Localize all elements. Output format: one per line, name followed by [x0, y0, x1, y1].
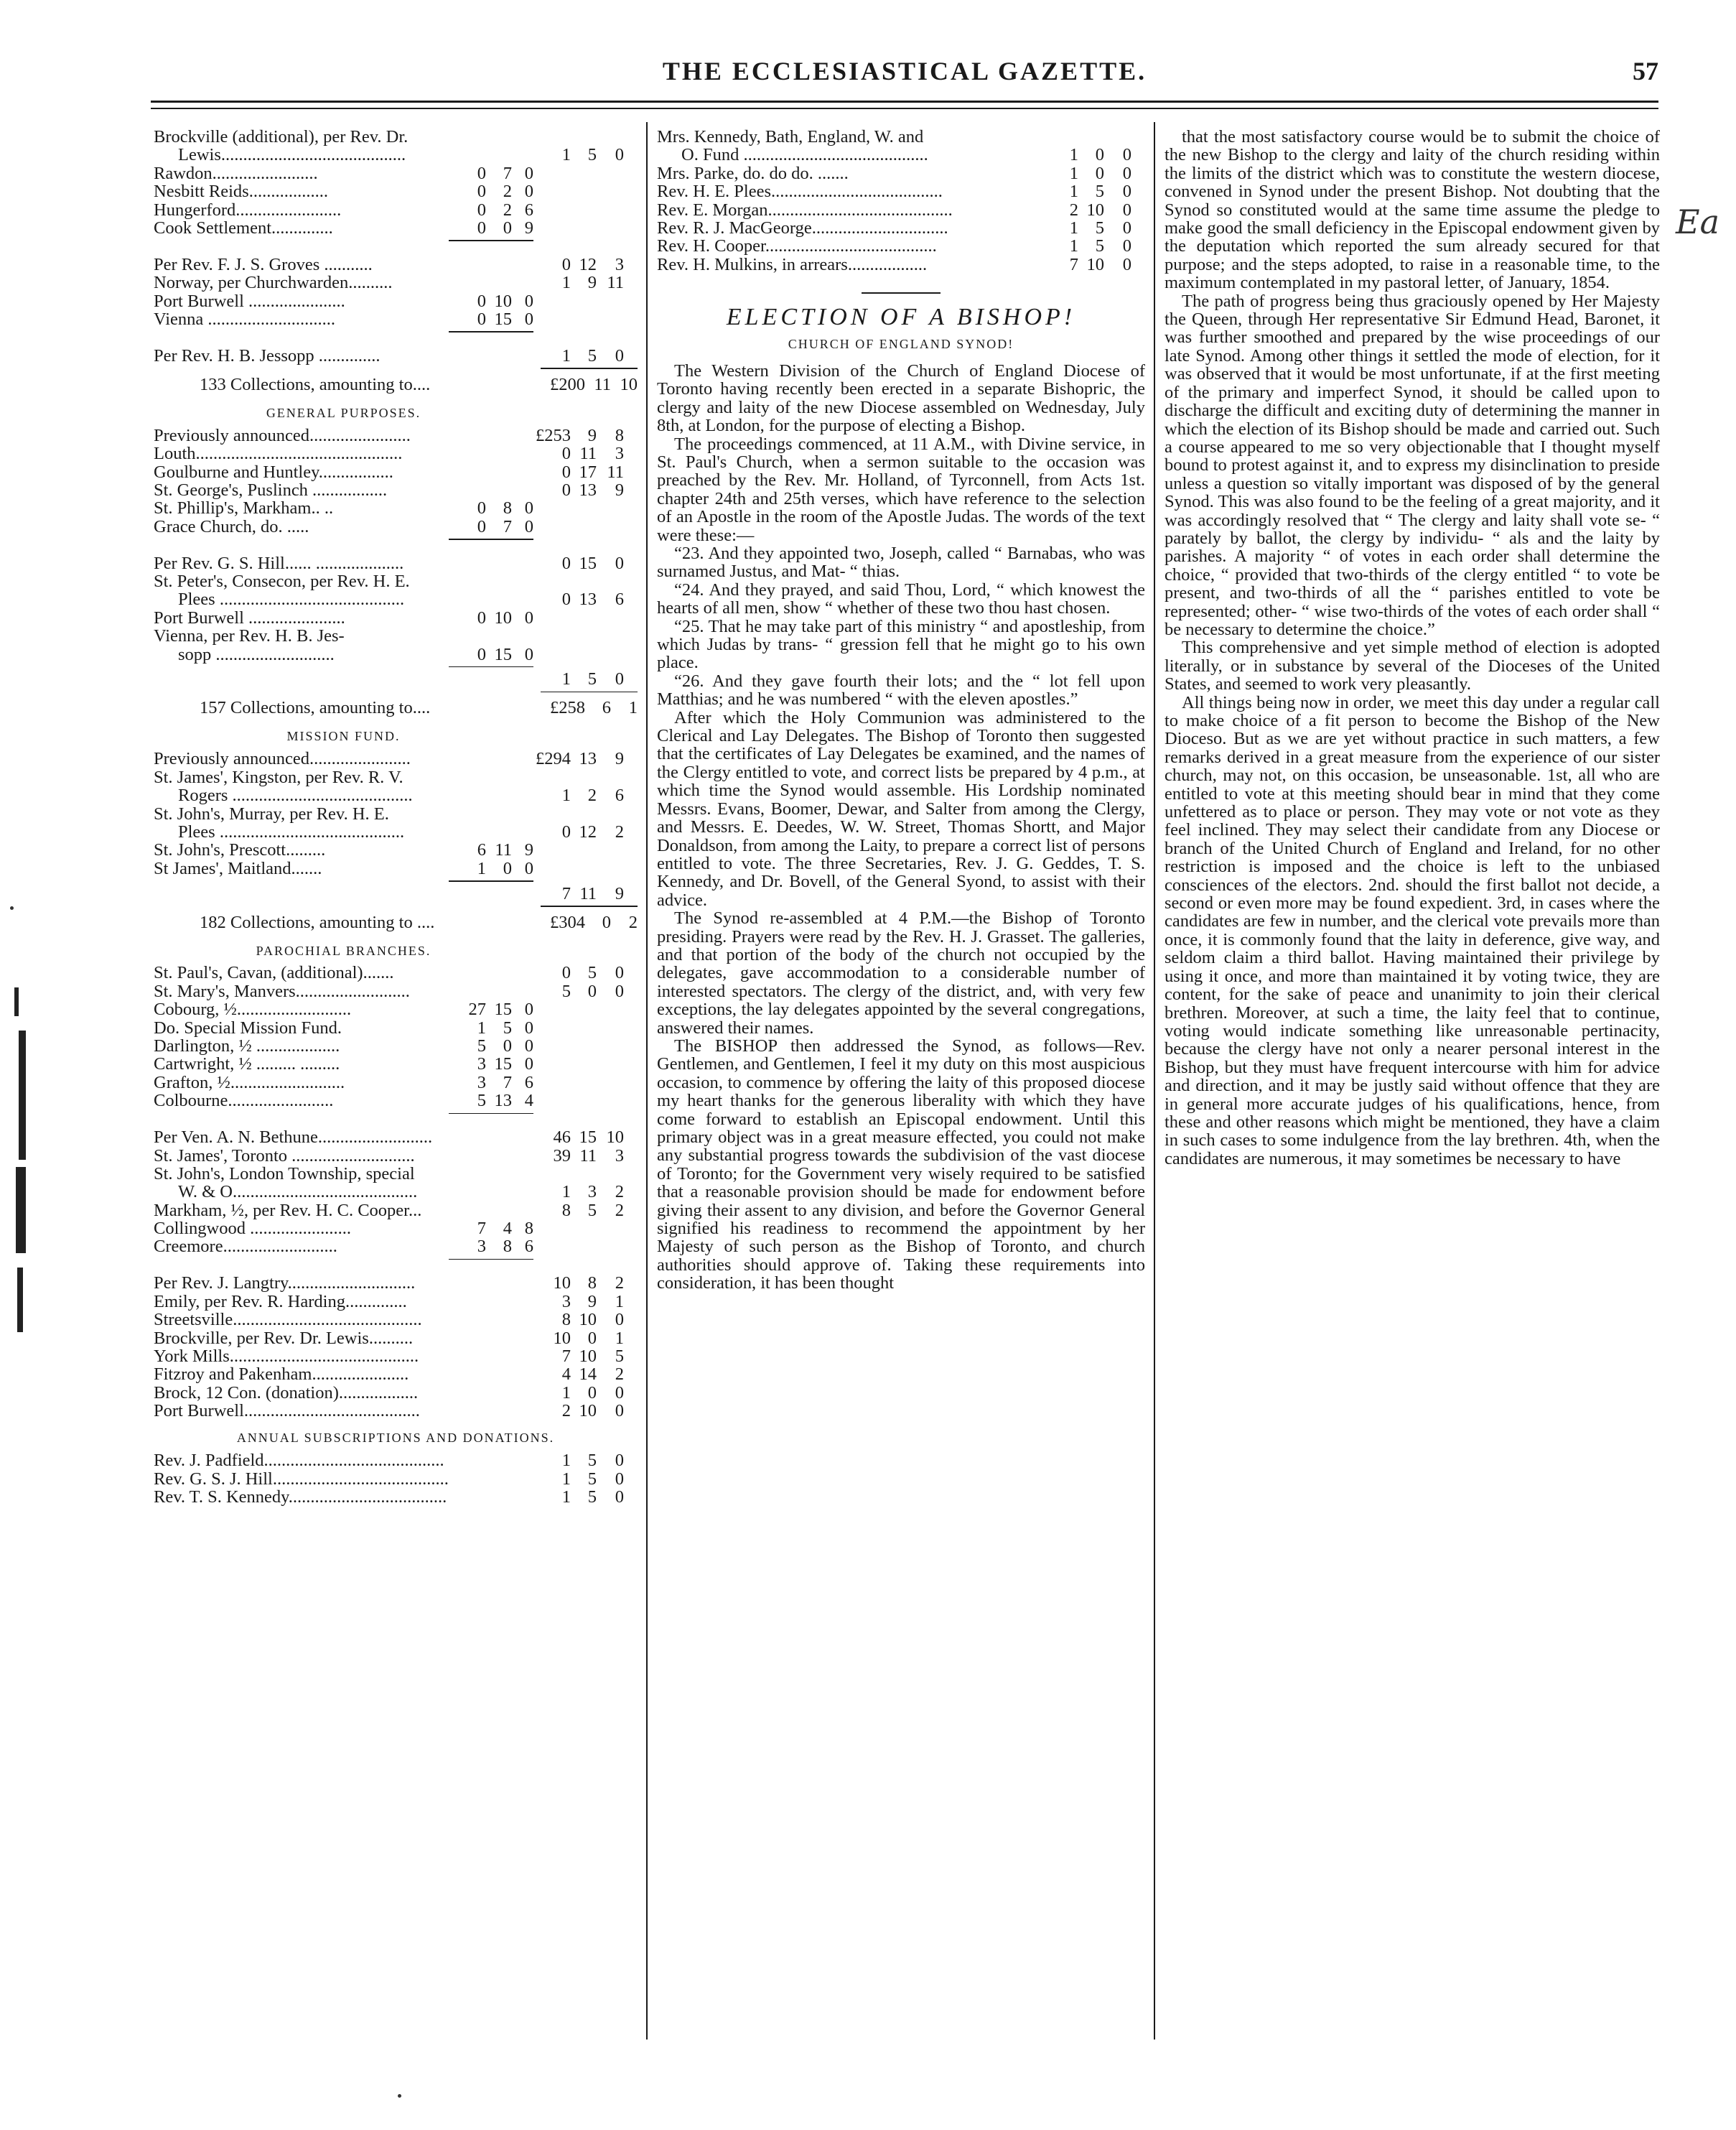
section-heading-annual-subscriptions: ANNUAL SUBSCRIPTIONS AND DONATIONS. — [236, 1431, 555, 1446]
ledger-inner-amount: 6 11 9 — [477, 840, 533, 860]
ledger-label: Rev. J. Padfield......................................... — [154, 1451, 444, 1470]
ledger-label: Hungerford........................ — [154, 200, 342, 219]
ledger-amount: 1 2 6 — [561, 786, 624, 806]
ledger-row — [154, 1219, 638, 1237]
ledger-amount: £253 9 8 — [536, 425, 624, 445]
subtotal-rule — [449, 240, 533, 241]
ledger-amount: 7 10 0 — [1069, 254, 1131, 274]
ledger-row — [154, 445, 638, 462]
ledger-row — [657, 219, 1145, 237]
ledger-amount: 2 10 0 — [561, 1401, 624, 1421]
rows-group — [154, 670, 638, 688]
rows-group — [154, 885, 638, 903]
ledger-amount: 1 0 0 — [561, 1382, 624, 1403]
total-amount: £304 0 2 — [550, 912, 638, 932]
ledger-label: St. John's, London Township, special — [154, 1164, 415, 1183]
ledger-row — [154, 572, 638, 590]
ledger-amount: 0 11 3 — [561, 444, 624, 464]
rows-group — [154, 750, 638, 878]
ledger-label: St James', Maitland....... — [154, 859, 322, 878]
ledger-label: Per Rev. F. J. S. Groves ........... — [154, 255, 373, 274]
ledger-label: Lewis.......................................... — [178, 146, 406, 164]
ledger-label: Colbourne........................ — [154, 1092, 334, 1110]
total-row-182 — [154, 910, 638, 933]
ledger-inner-amount: 0 2 6 — [477, 200, 533, 220]
ledger-label: Brock, 12 Con. (donation).................. — [154, 1383, 419, 1403]
ledger-row — [154, 750, 638, 768]
ledger-row — [657, 256, 1145, 274]
ledger-row — [657, 164, 1145, 182]
ledger-label: O. Fund .......................................... — [681, 146, 928, 164]
ledger-row — [154, 1451, 638, 1469]
rows-group — [154, 427, 638, 536]
ledger-inner-amount: 27 15 0 — [468, 1000, 533, 1020]
article-paragraph: This comprehensive and yet simple method of election is adopted literally, or in substance by several of the Dioceses of the United States, and seemed to work very pleasantly. — [1165, 638, 1660, 694]
ledger-row — [154, 1311, 638, 1329]
ledger-row — [154, 146, 638, 164]
ledger-row — [154, 1165, 638, 1183]
handwritten-margin-note: Ea — [1676, 203, 1720, 241]
article-paragraph: “24. And they prayed, and said Thou, Lord, “ which knowest the hearts of all men, show “ whether of these two thou hast chosen. — [657, 580, 1145, 618]
total-rule — [541, 906, 638, 907]
ledger-label: Grace Church, do. ..... — [154, 517, 309, 536]
ledger-row — [657, 146, 1145, 164]
ledger-row — [154, 1329, 638, 1347]
ledger-inner-amount: 0 15 0 — [477, 310, 533, 329]
ledger-row — [154, 1365, 638, 1383]
ledger-row — [154, 885, 638, 903]
ledger-row — [154, 1384, 638, 1402]
rows-group — [154, 256, 638, 329]
header-rule-thin — [151, 108, 1658, 109]
ledger-label: Louth............................................... — [154, 445, 403, 463]
ledger-label: Port Burwell ...................... — [154, 292, 345, 311]
ledger-amount: £294 13 9 — [536, 749, 624, 769]
ledger-row — [154, 1092, 638, 1110]
ledger-row — [154, 1000, 638, 1018]
total-label: 133 Collections, amounting to.... — [200, 374, 431, 394]
ledger-amount: 39 11 3 — [553, 1145, 624, 1166]
ledger-label: Do. Special Mission Fund. — [154, 1018, 342, 1038]
ledger-label: Goulburne and Huntley................. — [154, 462, 393, 481]
column-divider-2 — [1154, 122, 1155, 2040]
ledger-row — [154, 310, 638, 328]
ledger-row — [154, 1055, 638, 1073]
ledger-row — [154, 1470, 638, 1488]
ledger-inner-amount: 5 0 0 — [477, 1036, 533, 1056]
section-heading-mission-fund: MISSION FUND. — [286, 729, 401, 744]
column-2-election-article — [657, 128, 1145, 1293]
ledger-row — [154, 805, 638, 823]
article-body-col2 — [657, 362, 1145, 1293]
ledger-label: St. Mary's, Manvers.......................... — [154, 982, 410, 1001]
ledger-row — [154, 1347, 638, 1365]
ledger-label: Mrs. Parke, do. do do. ....... — [657, 164, 849, 183]
ledger-amount: 0 13 9 — [561, 480, 624, 500]
ledger-label: Port Burwell ...................... — [154, 608, 345, 628]
ledger-row — [154, 128, 638, 146]
ledger-row — [154, 1237, 638, 1255]
ledger-row — [154, 256, 638, 274]
ledger-row — [154, 1128, 638, 1146]
ledger-amount: 8 5 2 — [561, 1200, 624, 1220]
ledger-inner-amount: 3 7 6 — [477, 1072, 533, 1092]
article-paragraph: “25. That he may take part of this ministry “ and apostleship, from which Judas by trans- “ gression fell that he might go to his own place. — [657, 616, 1145, 673]
section-heading-general-purposes: GENERAL PURPOSES. — [266, 405, 421, 420]
ledger-row — [657, 201, 1145, 219]
ledger-row — [154, 1183, 638, 1201]
ledger-label: Darlington, ½ ................... — [154, 1037, 340, 1056]
ledger-inner-amount: 0 0 9 — [477, 218, 533, 238]
ledger-row — [154, 646, 638, 664]
article-paragraph: “26. And they gave fourth their lots; and the “ lot fell upon Matthias; and he was numbered “ with the eleven apostles.” — [657, 671, 1145, 710]
page-header — [151, 56, 1658, 99]
rows-group — [154, 1274, 638, 1420]
ledger-inner-amount: 0 10 0 — [477, 608, 533, 628]
ledger-row — [154, 1274, 638, 1292]
ledger-label: Brockville, per Rev. Dr. Lewis.......... — [154, 1329, 414, 1347]
subtotal-rule — [449, 880, 533, 882]
ledger-row — [154, 1488, 638, 1506]
column-divider-1 — [646, 122, 648, 2040]
ledger-amount: 5 0 0 — [561, 981, 624, 1001]
ledger-row — [154, 427, 638, 445]
ledger-amount: 1 5 0 — [1069, 182, 1131, 202]
total-amount: £258 6 1 — [550, 698, 638, 718]
ledger-inner-amount: 0 7 0 — [477, 163, 533, 183]
ledger-amount: 10 8 2 — [553, 1273, 624, 1293]
ledger-amount: 1 5 0 — [561, 1487, 624, 1507]
section-heading-parochial-branches: PAROCHIAL BRANCHES. — [256, 943, 431, 958]
ledger-amount: 0 12 2 — [561, 822, 624, 842]
ledger-row — [154, 201, 638, 219]
ledger-amount: 46 15 10 — [553, 1127, 624, 1148]
ledger-label: Rev. H. E. Plees....................................... — [657, 182, 943, 201]
ledger-amount: 7 11 9 — [561, 883, 624, 903]
ledger-row — [154, 982, 638, 1000]
ledger-amount: 0 5 0 — [561, 963, 624, 983]
ledger-row — [154, 1201, 638, 1219]
ledger-amount: 1 5 0 — [561, 345, 624, 366]
ledger-amount: 1 5 0 — [561, 1469, 624, 1489]
ledger-label: Per Rev. J. Langtry............................. — [154, 1274, 416, 1293]
total-rule — [541, 692, 638, 693]
ledger-label: Rev. H. Cooper....................................... — [657, 237, 937, 256]
ledger-row — [154, 1402, 638, 1420]
ledger-label: Plees .......................................... — [178, 590, 405, 609]
ledger-label: St. John's, Murray, per Rev. H. E. — [154, 804, 389, 823]
ledger-label: Brockville (additional), per Rev. Dr. — [154, 128, 409, 147]
article-paragraph: The BISHOP then addressed the Synod, as follows—Rev. Gentlemen, and Gentlemen, I feel it my duty on this most auspicious occasion, to commence by offering the laity of this proposed diocese my heart thanks for the generous liberality with which they have come forward to establish an Episcopal endowment. Until this primary object was in a great measure effected, you could not make any substantial progress towards the subdivision of the vast diocese of Toronto; for the Government very wisely required to be satisfied that a reasonable provision should be made for endowment before giving their assent to any division, and before the Governor General signified his readiness to recommend the appointment by her Majesty of such person as the Bishop of Toronto, and church authorities should approve of. Taking these requirements into consideration, it has been thought — [657, 1036, 1145, 1293]
total-amount: £200 11 10 — [550, 374, 638, 394]
article-paragraph: The proceedings commenced, at 11 A.M., with Divine service, in St. Paul's Church, when a sermon suitable to the occasion was preached by the Rev. Mr. Holland, of Tyrconnell, from Acts 1st. chapter 24th and 25th verses, which have reference to the selection of an Apostle in the room of the Apostle Judas. The words of the text were these:— — [657, 434, 1145, 545]
ledger-row — [154, 823, 638, 841]
ledger-label: Previously announced....................... — [154, 426, 411, 445]
ledger-label: Nesbitt Reids.................. — [154, 182, 328, 201]
page-number: 57 — [1633, 57, 1658, 85]
rows-group — [154, 554, 638, 664]
ledger-label: Per Rev. H. B. Jessopp .............. — [154, 346, 381, 366]
ledger-row — [154, 554, 638, 572]
ledger-label: Collingwood ....................... — [154, 1219, 351, 1238]
article-paragraph: The path of progress being thus graciously opened by Her Majesty the Queen, through Her representative Sir Edmund Head, Baronet, it was further smoothed and prepared by the wise proceedings of our late Synod. Among other things it settled the mode of election, for it was observed that it would be most unfortunate, if at the first meeting of the primary and imperfect Synod, it should be called upon to discharge the difficult and exciting duty of determining the manner in which the election of its Bishop should be made and carried out. Such a course appeared to me so very objectionable that I thought myself bound to protest against it, and to express my disinclination to preside unless a question so vitally important was disposed of by the general Synod. This was also found to be the feeling of a great majority, and it was accordingly resolved that “ The clergy and laity shall vote se- “ parately by ballot, the clergy by individu- “ als and the laity by parishes. A majority “ of votes in each order shall determine the choice, “ provided that two-thirds of the clergy entitled “ to vote be present, and two-thirds of all the “ parishes entitled to vote be represented; other- “ wise two-thirds of the votes of each order shall “ be necessary to determine the choice.” — [1165, 291, 1660, 639]
ledger-amount: 8 10 0 — [561, 1310, 624, 1330]
ledger-amount: 2 10 0 — [1069, 200, 1131, 220]
ledger-row — [154, 518, 638, 536]
ledger-label: St. Peter's, Consecon, per Rev. H. E. — [154, 572, 410, 591]
ledger-row — [154, 670, 638, 688]
ledger-amount: 1 0 0 — [1069, 145, 1131, 165]
rows-group — [154, 1128, 638, 1256]
ledger-amount: 0 15 0 — [561, 553, 624, 573]
ledger-amount: 0 17 11 — [561, 462, 624, 482]
speck-mark — [398, 2094, 401, 2098]
ledger-amount: 1 5 0 — [561, 669, 624, 689]
total-rule — [541, 368, 638, 369]
ledger-amount: 1 3 2 — [561, 1182, 624, 1202]
ledger-row — [154, 1074, 638, 1092]
section-divider — [862, 292, 941, 294]
ledger-label: Fitzroy and Pakenham...................... — [154, 1365, 409, 1384]
ledger-label: St. George's, Puslinch ................. — [154, 480, 388, 500]
subtotal-rule — [449, 331, 533, 332]
ledger-label: Plees .......................................... — [178, 822, 405, 842]
ledger-label: St. James', Kingston, per Rev. R. V. — [154, 768, 403, 787]
ledger-label: Creemore.......................... — [154, 1237, 337, 1256]
ledger-row — [154, 347, 638, 365]
ledger-label: Cook Settlement.............. — [154, 218, 333, 238]
ledger-row — [657, 237, 1145, 255]
ledger-label: Cobourg, ½.......................... — [154, 1000, 352, 1019]
ledger-amount: 1 5 0 — [1069, 218, 1131, 238]
ledger-label: Streetsville........................................... — [154, 1311, 422, 1329]
ledger-label: Rawdon........................ — [154, 164, 318, 183]
total-row-133 — [154, 372, 638, 395]
ledger-row — [657, 182, 1145, 200]
ledger-row — [154, 1019, 638, 1037]
total-row-157 — [154, 695, 638, 718]
ledger-label: Per Ven. A. N. Bethune.......................... — [154, 1128, 433, 1147]
ledger-label: Norway, per Churchwarden.......... — [154, 274, 393, 292]
article-paragraph: The Western Division of the Church of England Diocese of Toronto having recently been erected in a separate Bishopric, the clergy and laity of the new Diocese assembled on Wednesday, July 8th, at London, for the purpose of electing a Bishop. — [657, 361, 1145, 436]
ledger-label: York Mills........................................... — [154, 1347, 419, 1366]
ledger-inner-amount: 0 15 0 — [477, 644, 533, 664]
ledger-label: Rev. G. S. J. Hill........................................ — [154, 1469, 449, 1489]
gazette-title: THE ECCLESIASTICAL GAZETTE. — [662, 57, 1147, 85]
ledger-amount: 1 5 0 — [561, 145, 624, 165]
ledger-row — [154, 786, 638, 804]
ledger-row — [154, 841, 638, 859]
ledger-label: Vienna, per Rev. H. B. Jes- — [154, 627, 345, 646]
total-label: 157 Collections, amounting to.... — [200, 698, 431, 718]
ledger-label: Rev. T. S. Kennedy.................................... — [154, 1488, 447, 1507]
ledger-inner-amount: 3 8 6 — [477, 1237, 533, 1257]
ledger-label: Rev. R. J. MacGeorge............................... — [657, 218, 948, 238]
subtotal-rule — [449, 1259, 533, 1260]
rows-group — [154, 964, 638, 1110]
ledger-inner-amount: 0 7 0 — [477, 516, 533, 536]
ledger-inner-amount: 0 2 0 — [477, 182, 533, 202]
rows-group — [154, 128, 638, 237]
article-subheadline: CHURCH OF ENGLAND SYNOD! — [788, 336, 1014, 351]
ledger-amount: 1 9 11 — [561, 273, 624, 293]
article-paragraph: “23. And they appointed two, Joseph, called “ Barnabas, who was surnamed Justus, and Mat- “ thias. — [657, 544, 1145, 582]
ledger-inner-amount: 5 13 4 — [477, 1091, 533, 1111]
ledger-amount: 1 5 0 — [1069, 236, 1131, 256]
ledger-row — [154, 627, 638, 645]
article-paragraph: The Synod re-assembled at 4 P.M.—the Bishop of Toronto presiding. Prayers were read by the Rev. H. J. Grasset. The galleries, and that portion of the body of the church not occupied by the delegates, gave accommodation to a considerable number of interested spectators. The clergy of the district, and, with very few exceptions, the lay delegates appointed by the several congregations, answered their names. — [657, 908, 1145, 1038]
ledger-row — [154, 481, 638, 499]
ledger-row — [154, 1037, 638, 1055]
ledger-label: Port Burwell........................................ — [154, 1402, 420, 1420]
ledger-inner-amount: 1 0 0 — [477, 858, 533, 878]
article-headline: ELECTION OF A BISHOP! — [726, 304, 1076, 331]
ledger-row — [154, 182, 638, 200]
rows-group — [154, 1451, 638, 1506]
ledger-label: Mrs. Kennedy, Bath, England, W. and — [657, 128, 924, 147]
article-paragraph: that the most satisfactory course would be to submit the choice of the new Bishop to the clergy and laity of the church residing within the limits of the district which was to constitute the western diocese, convened in Synod under the present Bishop. Not doubting that the Synod so constituted would at the same time assume the pledge to make good the small deficiency in the Episcopal endowment given by the deputation which reported the sum already secured for that purpose; and the steps adopted, to raise in a reasonable time, to the maximum contemplated in my pastoral letter, of January, 1854. — [1165, 128, 1660, 293]
ledger-amount: 1 5 0 — [561, 1451, 624, 1471]
article-paragraph: After which the Holy Communion was administered to the Clerical and Lay Delegates. The Bishop of Toronto then suggested that the certificates of Lay Delegates be examined, and the names of the Clergy entitled to vote, and correct lists be prepared by 4 p.m., at which time the Synod would assemble. His Lordship nominated Messrs. Evans, Boomer, Dewar, and Salter from among the Clergy, and Messrs. E. Deedes, W. W. Street, Thomas Shortt, and Major Donaldson, from among the Laity, to prepare a correct list of persons entitled to vote. The three Secretaries, Rev. J. G. Geddes, T. S. Kennedy, and Dr. Bovell, of the General Syond, to assist with their advice. — [657, 707, 1145, 910]
ledger-label: Cartwright, ½ ......... ......... — [154, 1055, 340, 1074]
ledger-label: Rev. H. Mulkins, in arrears.................. — [657, 255, 928, 274]
ledger-amount: 0 12 3 — [561, 254, 624, 274]
ledger-label: St. James', Toronto ............................ — [154, 1146, 415, 1165]
ledger-row — [154, 164, 638, 182]
ledger-label: Per Rev. G. S. Hill...... .................... — [154, 554, 404, 573]
ledger-inner-amount: 0 8 0 — [477, 498, 533, 518]
ledger-row — [154, 860, 638, 878]
ledger-inner-amount: 0 10 0 — [477, 291, 533, 311]
ledger-label: Emily, per Rev. R. Harding.............. — [154, 1292, 407, 1311]
ledger-amount: 7 10 5 — [561, 1346, 624, 1366]
article-body-col3 — [1165, 128, 1660, 1168]
ledger-row — [154, 463, 638, 481]
rows-group — [154, 347, 638, 365]
header-rule-thick — [151, 101, 1658, 103]
ledger-row — [154, 1293, 638, 1311]
ledger-label: Markham, ½, per Rev. H. C. Cooper... — [154, 1201, 422, 1220]
column-1-accounts — [154, 128, 638, 1507]
ledger-label: St. John's, Prescott......... — [154, 841, 326, 860]
ledger-label: sopp ........................... — [178, 645, 335, 664]
ledger-inner-amount: 7 4 8 — [477, 1219, 533, 1239]
ledger-label: St. Paul's, Cavan, (additional)....... — [154, 964, 394, 982]
ledger-row — [657, 128, 1145, 146]
ledger-row — [154, 768, 638, 786]
ledger-label: Rev. E. Morgan.......................................... — [657, 200, 953, 219]
ledger-row — [154, 590, 638, 608]
ledger-inner-amount: 1 5 0 — [477, 1018, 533, 1038]
ledger-row — [154, 219, 638, 237]
ledger-label: St. Phillip's, Markham.. .. — [154, 499, 334, 518]
total-label: 182 Collections, amounting to .... — [200, 912, 435, 932]
subtotal-rule — [449, 666, 533, 668]
ledger-amount: 0 13 6 — [561, 590, 624, 610]
ledger-row — [154, 964, 638, 982]
ledger-label: W. & O.......................................... — [178, 1183, 418, 1201]
ledger-amount: 10 0 1 — [553, 1328, 624, 1348]
ledger-label: Rogers ......................................... — [178, 786, 413, 805]
ledger-row — [154, 274, 638, 292]
ledger-label: Grafton, ½.......................... — [154, 1073, 345, 1092]
speck-mark — [10, 906, 14, 910]
article-paragraph: All things being now in order, we meet this day under a regular call to make choice of a fit person to become the Bishop of the New Dioceso. But as we are yet without practice in such matters, a few remarks derived in a great measure from the experience of our sister church, may not, on this occasion, be unseasonable. 1st, all who are entitled to vote at this meeting should bear in mind that they come unfettered as to place or person. They may vote or not vote as they feel inclined. They may select their candidate from any Diocese or branch of the United Church of England and Ireland, for no other restriction is imposed and the choice is left to the unbiased consciences of the electors. 2nd. should the first ballot not decide, a second or even more may be found expedient. 3rd, in cases where the candidates are few in number, and the clerical vote prevails more than once, it is commonly found that the laity in deference, give way, and seldom claim a third ballot. Having maintained their privilege by using it once, and more than maintained it by voting twice, they are content, for the sake of peace and unanimity to join their clerical brethren. Moreover, at such a time, the laity feel that to continue, voting would indicate something like unreasonable pertinacity, because the clergy have not only a nearer personal interest in the Bishop, but they must have frequent intercourse with him for advice and direction, and it may be justly said without offence that they are in general more accurate judges of his qualifications, hence, from these and other reasons which might be mentioned, they have a claim in such cases to some indulgence from the lay brethren. 4th, when the candidates are numerous, it may sometimes be necessary to have — [1165, 692, 1660, 1168]
rows-group — [657, 128, 1145, 274]
ledger-amount: 1 0 0 — [1069, 163, 1131, 183]
ledger-row — [154, 1147, 638, 1165]
ledger-label: Vienna ............................. — [154, 310, 336, 329]
ledger-row — [154, 499, 638, 517]
ledger-inner-amount: 3 15 0 — [477, 1054, 533, 1074]
ledger-row — [154, 292, 638, 310]
ledger-amount: 4 14 2 — [561, 1364, 624, 1385]
binding-edge-marks — [13, 987, 29, 1339]
column-3-article-continued — [1165, 128, 1660, 1168]
ledger-amount: 3 9 1 — [561, 1291, 624, 1311]
ledger-row — [154, 609, 638, 627]
ledger-label: Previously announced....................... — [154, 750, 411, 768]
subtotal-rule — [449, 1113, 533, 1115]
subtotal-rule — [449, 539, 533, 540]
